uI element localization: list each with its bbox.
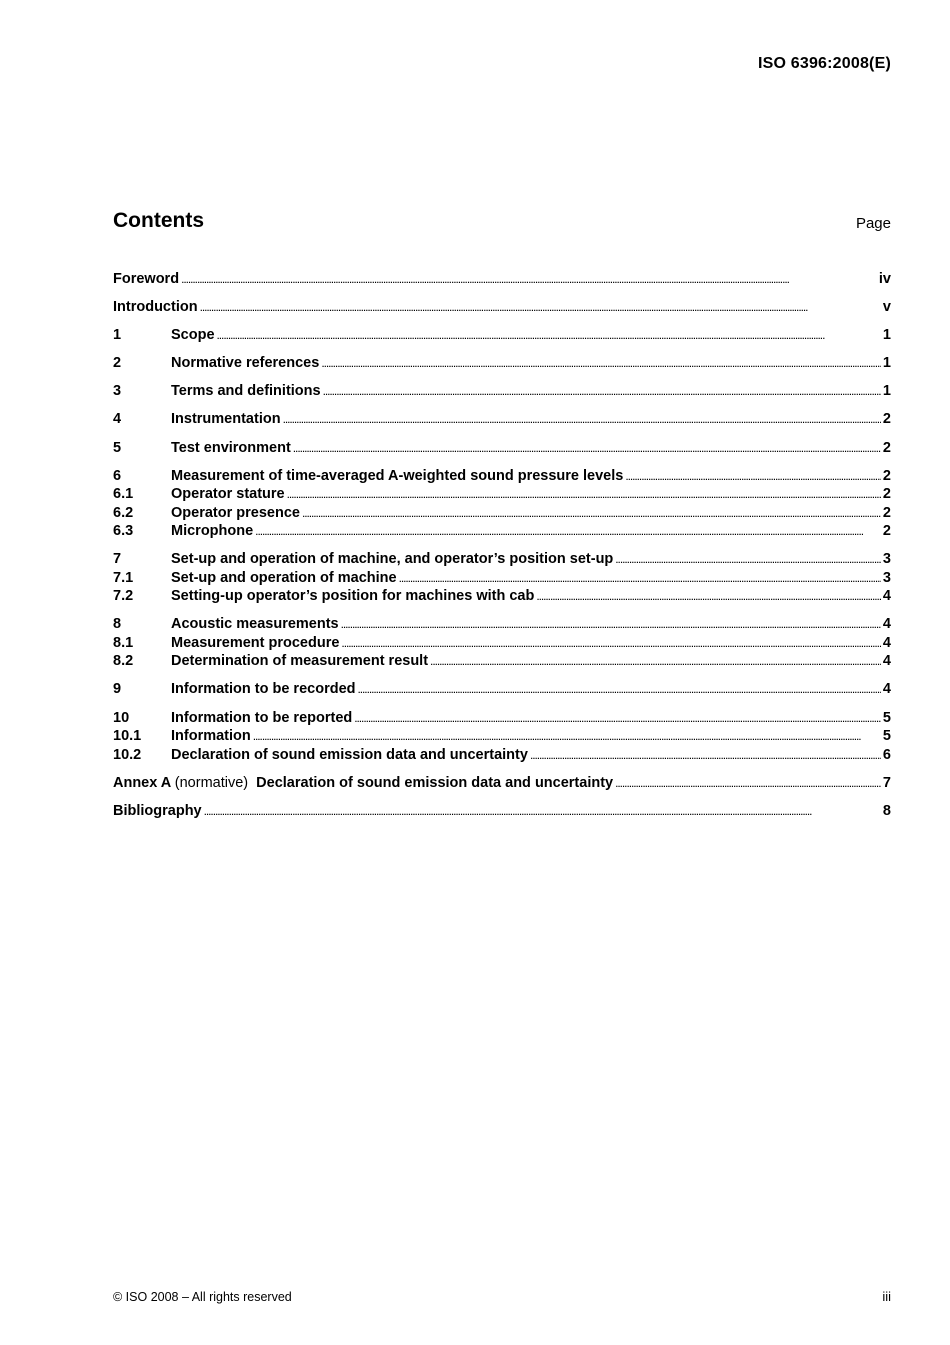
toc-group xyxy=(113,802,891,821)
toc-entry-title: Information to be recorded xyxy=(171,681,356,698)
toc-entry-page: 6 xyxy=(882,746,891,763)
toc-entry-title: Set-up and operation of machine, and operator’s position set-up xyxy=(171,551,614,568)
toc-entry-page: 2 xyxy=(882,504,891,521)
toc-entry-number: 8.1 xyxy=(113,634,134,651)
toc-entry-title: Operator stature xyxy=(171,486,285,503)
toc-entry-page: 2 xyxy=(882,486,891,503)
toc-entry[interactable] xyxy=(113,634,891,653)
toc-entry[interactable] xyxy=(113,522,891,541)
toc-entry-page: 4 xyxy=(882,616,891,633)
toc-group xyxy=(113,680,891,699)
toc-entry[interactable] xyxy=(113,382,891,401)
toc-entry[interactable] xyxy=(113,727,891,746)
toc-entry-number: 3 xyxy=(113,383,122,400)
toc-entry-number: 6 xyxy=(113,467,122,484)
toc-group xyxy=(113,467,891,541)
toc-group xyxy=(113,326,891,345)
dot-leader xyxy=(181,270,877,289)
toc-entry-number: 7 xyxy=(113,551,122,568)
toc-group xyxy=(113,382,891,401)
dot-leader xyxy=(200,298,881,317)
dot-leader xyxy=(283,410,881,429)
toc-group xyxy=(113,615,891,671)
toc-group xyxy=(113,270,891,289)
toc-entry-number: 6.2 xyxy=(113,504,134,521)
toc-entry[interactable] xyxy=(113,298,891,317)
toc-group xyxy=(113,298,891,317)
toc-entry[interactable] xyxy=(113,774,891,793)
toc-group xyxy=(113,550,891,606)
dot-leader xyxy=(430,652,881,671)
toc-entry-title: Declaration of sound emission data and uncertainty xyxy=(171,746,528,763)
toc-entry-page: v xyxy=(882,299,891,316)
toc-entry-number: 1 xyxy=(113,327,122,344)
dot-leader xyxy=(625,467,881,486)
toc-entry[interactable] xyxy=(113,326,891,345)
dot-leader xyxy=(358,680,881,699)
toc-entry-title: Terms and definitions xyxy=(171,383,321,400)
toc-entry-page: 1 xyxy=(882,327,891,344)
toc-entry-page: 7 xyxy=(882,774,891,791)
toc-entry-title: Setting-up operator’s position for machines with cab xyxy=(171,588,535,605)
dot-leader xyxy=(615,550,881,569)
dot-leader xyxy=(217,326,881,345)
annex-label: Annex A xyxy=(113,774,171,791)
toc-entry[interactable] xyxy=(113,550,891,569)
toc-entry[interactable] xyxy=(113,504,891,523)
toc-entry-title: Information to be reported xyxy=(171,709,353,726)
dot-leader xyxy=(321,354,881,373)
toc-entry-page: 2 xyxy=(882,467,891,484)
toc-entry-number: 8 xyxy=(113,616,122,633)
dot-leader xyxy=(341,634,881,653)
toc-entry-page: 2 xyxy=(882,411,891,428)
toc-entry[interactable] xyxy=(113,569,891,588)
toc-entry-page: iv xyxy=(878,271,891,287)
dot-leader xyxy=(536,587,881,606)
page-column-label: Page xyxy=(855,215,891,232)
annex-title: Declaration of sound emission data and uncertainty xyxy=(256,774,614,791)
toc-entry-number: 5 xyxy=(113,439,122,456)
toc-group xyxy=(113,354,891,373)
toc-entry[interactable] xyxy=(113,467,891,486)
toc-entry[interactable] xyxy=(113,270,891,289)
dot-leader xyxy=(287,485,881,504)
toc-entry-number: 4 xyxy=(113,411,122,428)
contents-heading: Contents xyxy=(113,209,204,232)
document-code: ISO 6396:2008(E) xyxy=(757,55,891,72)
dot-leader xyxy=(354,709,881,728)
toc-entry-page: 2 xyxy=(882,439,891,456)
toc-entry-title: Determination of measurement result xyxy=(171,653,429,670)
toc-entry-page: 1 xyxy=(882,355,891,372)
toc-entry-page: 8 xyxy=(882,802,891,819)
toc-entry-number: 8.2 xyxy=(113,653,134,670)
toc-entry-page: 3 xyxy=(882,569,891,586)
toc-entry-title: Microphone xyxy=(171,523,254,540)
toc-entry-number: 7.1 xyxy=(113,569,134,586)
toc-entry[interactable] xyxy=(113,485,891,504)
toc-entry-title: Scope xyxy=(171,327,215,344)
footer-copyright: © ISO 2008 – All rights reserved xyxy=(113,1290,292,1304)
dot-leader xyxy=(615,774,881,793)
toc-entry[interactable] xyxy=(113,802,891,821)
toc-entry-title: Foreword xyxy=(113,271,180,287)
dot-leader xyxy=(341,615,881,634)
toc-group xyxy=(113,439,891,458)
toc-entry-page: 3 xyxy=(882,551,891,568)
toc-entry-page: 4 xyxy=(882,681,891,698)
toc-entry-title: Instrumentation xyxy=(171,411,281,428)
toc-entry[interactable] xyxy=(113,652,891,671)
toc-entry-title: Normative references xyxy=(171,355,320,372)
toc-entry-title: Measurement procedure xyxy=(171,634,340,651)
footer-page-number: iii xyxy=(882,1289,891,1304)
toc-entry[interactable] xyxy=(113,587,891,606)
toc-entry-number: 7.2 xyxy=(113,588,134,605)
dot-leader xyxy=(323,382,881,401)
toc-group xyxy=(113,774,891,793)
toc-entry[interactable] xyxy=(113,746,891,765)
toc-entry-number: 2 xyxy=(113,355,122,372)
toc-entry-page: 2 xyxy=(882,523,891,540)
toc-entry-page: 5 xyxy=(882,728,891,745)
toc-entry-title: Measurement of time-averaged A-weighted sound pressure levels xyxy=(171,467,624,484)
toc-entry-page: 4 xyxy=(882,634,891,651)
toc-entry-title: Information xyxy=(171,728,251,745)
toc-entry-title: Introduction xyxy=(113,299,198,316)
toc-entry-title xyxy=(113,774,613,793)
dot-leader xyxy=(255,522,881,541)
toc-entry-page: 5 xyxy=(882,709,891,726)
toc-entry-title: Set-up and operation of machine xyxy=(171,569,397,586)
toc-entry[interactable] xyxy=(113,709,891,728)
toc-group xyxy=(113,410,891,429)
annex-type: (normative) xyxy=(174,774,249,791)
table-of-contents xyxy=(113,270,891,830)
dot-leader xyxy=(399,569,881,588)
toc-group xyxy=(113,709,891,765)
toc-entry-page: 1 xyxy=(882,383,891,400)
toc-entry-title: Operator presence xyxy=(171,504,300,521)
toc-entry-title: Acoustic measurements xyxy=(171,616,339,633)
toc-entry-number: 6.3 xyxy=(113,523,134,540)
toc-entry-number: 10.2 xyxy=(113,746,142,763)
dot-leader xyxy=(530,746,881,765)
toc-entry[interactable] xyxy=(113,680,891,699)
dot-leader xyxy=(302,504,881,523)
dot-leader xyxy=(204,802,881,821)
toc-entry-number: 10.1 xyxy=(113,728,142,745)
toc-entry[interactable] xyxy=(113,615,891,634)
toc-entry[interactable] xyxy=(113,439,891,458)
dot-leader xyxy=(253,727,881,746)
toc-entry[interactable] xyxy=(113,354,891,373)
toc-entry-number: 6.1 xyxy=(113,486,134,503)
toc-entry-title: Bibliography xyxy=(113,802,202,819)
toc-entry-number: 10 xyxy=(113,709,130,726)
toc-entry-number: 9 xyxy=(113,681,122,698)
dot-leader xyxy=(293,439,881,458)
toc-entry-page: 4 xyxy=(882,588,891,605)
toc-entry[interactable] xyxy=(113,410,891,429)
toc-entry-page: 4 xyxy=(882,653,891,670)
toc-entry-title: Test environment xyxy=(171,439,291,456)
